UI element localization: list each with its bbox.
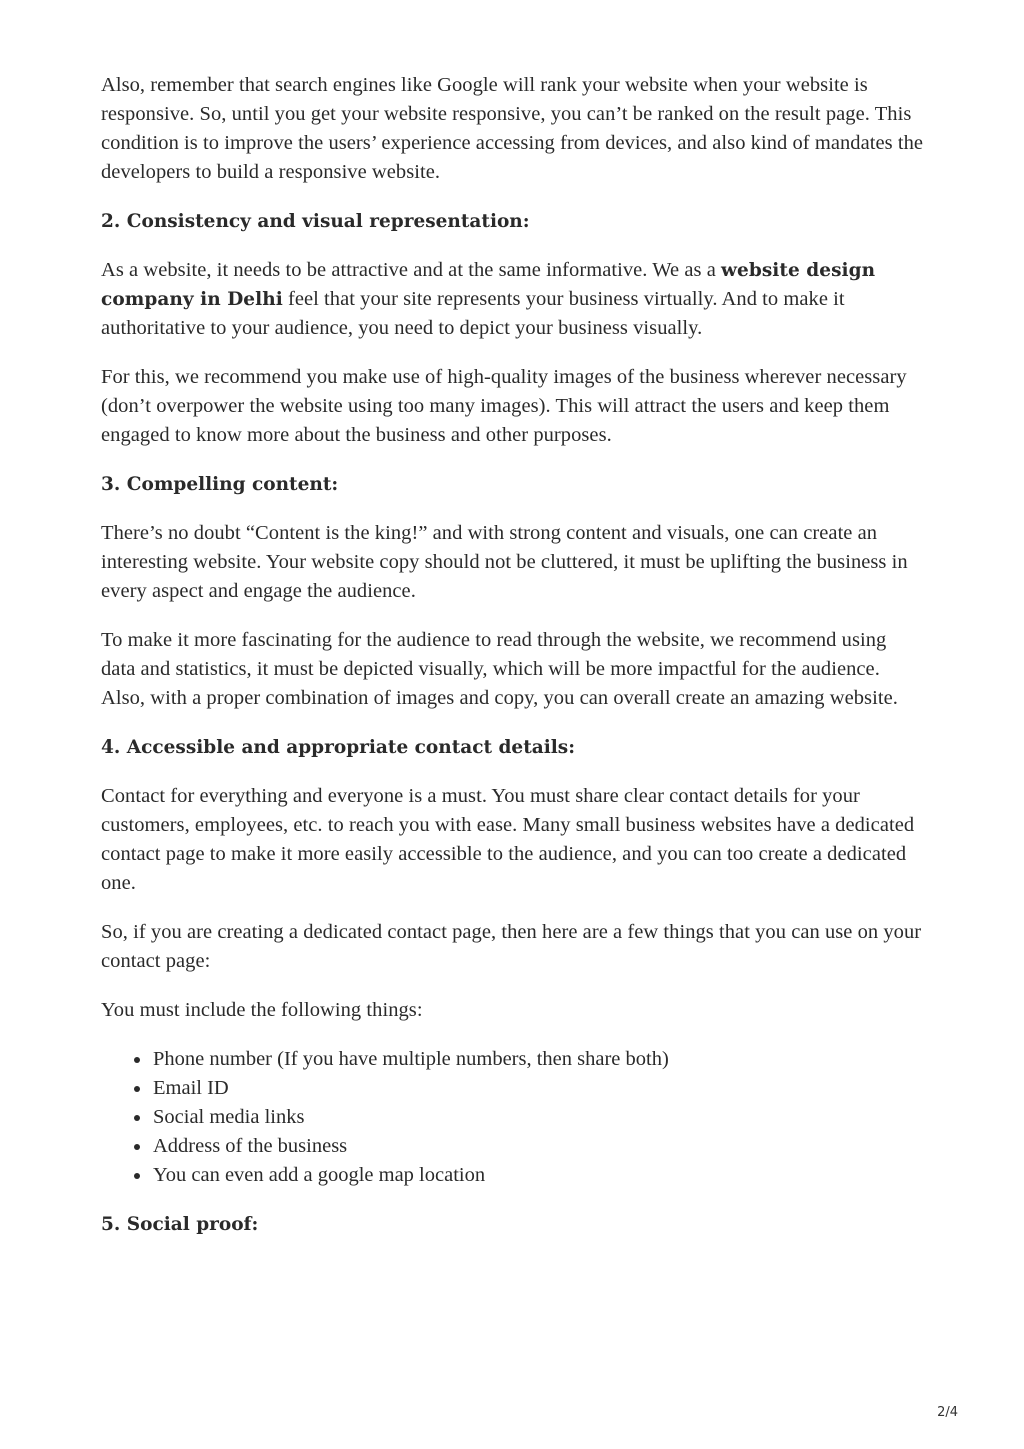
list-item-text: Email ID xyxy=(153,1077,229,1099)
contact-items-list xyxy=(101,1045,925,1190)
paragraph-attractive-website xyxy=(101,256,925,343)
list-item-text: Phone number (If you have multiple numbers, then share both) xyxy=(153,1048,669,1070)
paragraph-include-things: You must include the following things: xyxy=(101,999,423,1021)
list-item xyxy=(153,1132,925,1161)
page-number: 2/4 xyxy=(937,1405,958,1420)
paragraph-text: As a website, it needs to be attractive and at the same informative. We as a xyxy=(101,259,722,281)
paragraph-content-king: There’s no doubt “Content is the king!” and with strong content and visuals, one can create an interesting website. Your website copy should not be cluttered, it must be uplifting the business in every aspect and engage the audience. xyxy=(101,522,908,602)
bullet-icon xyxy=(134,1086,140,1092)
list-item xyxy=(153,1161,925,1190)
heading-contact-details: 4. Accessible and appropriate contact details: xyxy=(101,737,576,758)
heading-compelling-content: 3. Compelling content: xyxy=(101,474,339,495)
bullet-icon xyxy=(134,1057,140,1063)
paragraph-responsive-ranking: Also, remember that search engines like Google will rank your website when your website is responsive. So, until you get your website responsive, you can’t be ranked on the result page. This condition is to improve the users’ experience accessing from devices, and also kind of mandates the developers to build a responsive website. xyxy=(101,74,924,183)
paragraph-high-quality-images: For this, we recommend you make use of high-quality images of the business wherever necessary (don’t overpower the website using too many images). This will attract the users and keep them engaged to know more about the business and other purposes. xyxy=(101,366,907,446)
heading-social-proof: 5. Social proof: xyxy=(101,1214,259,1235)
paragraph-contact-must: Contact for everything and everyone is a must. You must share clear contact details for your customers, employees, etc. to reach you with ease. Many small business websites have a dedicated contact page to make it more easily accessible to the audience, and you can too create a dedicated one. xyxy=(101,785,915,894)
list-item-text: Address of the business xyxy=(153,1135,348,1157)
bold-keyword-link: website design company in Delhi xyxy=(101,260,876,310)
bullet-icon xyxy=(134,1144,140,1150)
list-item xyxy=(153,1074,925,1103)
bullet-icon xyxy=(134,1173,140,1179)
document-body xyxy=(101,71,925,1259)
list-item-text: You can even add a google map location xyxy=(153,1164,486,1186)
heading-consistency: 2. Consistency and visual representation: xyxy=(101,211,530,232)
paragraph-contact-page: So, if you are creating a dedicated contact page, then here are a few things that you can use on your contact page: xyxy=(101,921,922,972)
paragraph-data-statistics: To make it more fascinating for the audience to read through the website, we recommend using data and statistics, it must be depicted visually, which will be more impactful for the audience. Also, with a proper combination of images and copy, you can overall create an amazing website. xyxy=(101,629,898,709)
list-item xyxy=(153,1045,925,1074)
paragraph-text: feel that your site represents your business virtually. And to make it authoritative to your audience, you need to depict your business visually. xyxy=(101,288,845,339)
bullet-icon xyxy=(134,1115,140,1121)
list-item xyxy=(153,1103,925,1132)
list-item-text: Social media links xyxy=(153,1106,305,1128)
